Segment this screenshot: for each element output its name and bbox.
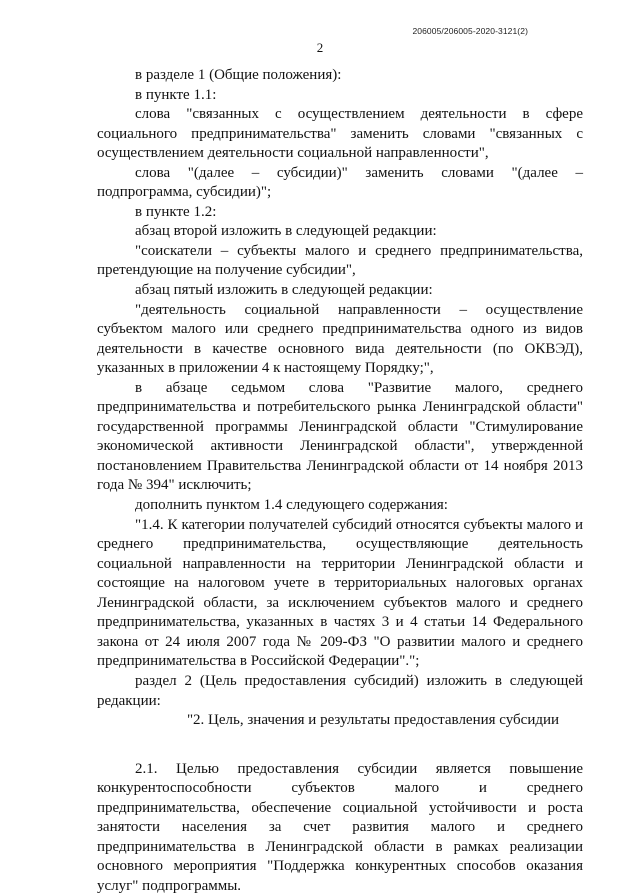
paragraph-applicants-definition: "соискатели – субъекты малого и среднего предпринимательства, претендующие на получение субсидии",	[97, 242, 583, 279]
paragraph-point-1-2: в пункте 1.2:	[135, 203, 217, 220]
spacer	[97, 731, 583, 760]
paragraph-point-1-4-text: "1.4. К категории получателей субсидий относятся субъекты малого и среднего предпринимательства, осуществляющие деятельность социальной направленности на территории Ленинградской области и состоящие на налоговом учете в территориальных налоговых органах Ленинградской области, за исключением субъектов малого и среднего предпринимательства, указанных в частях 3 и 4 статьи 14 Федерального закона от 24 июля 2007 года № 209-ФЗ "О развитии малого и среднего предпринимательства в Российской Федерации".";	[97, 516, 583, 670]
section-2-heading: "2. Цель, значения и результаты предоставления субсидии	[186, 712, 560, 729]
paragraph-2-1-goal: 2.1. Целью предоставления субсидии является повышение конкурентоспособности субъектов малого и среднего предпринимательства, обеспечение социальной устойчивости и роста занятости населения за счет развития малого и среднего предпринимательства в Ленинградской области в рамках реализации основного мероприятия "Поддержка конкурентных способов оказания услуг" подпрограммы.	[97, 760, 583, 894]
page-number: 2	[316, 40, 324, 55]
paragraph-replace-words-2: слова "(далее – субсидии)" заменить словами "(далее – подпрограмма, субсидии)";	[97, 164, 583, 201]
paragraph-activity-definition: "деятельность социальной направленности – осуществление субъектом малого или среднего предпринимательства одного из видов деятельности в качестве основного вида деятельности (по ОКВЭД), указанных в приложении 4 к настоящему Порядку;",	[97, 301, 583, 377]
paragraph-section2-intro: раздел 2 (Цель предоставления субсидий) изложить в следующей редакции:	[97, 672, 583, 709]
paragraph-add-point-1-4: дополнить пунктом 1.4 следующего содержания:	[135, 497, 448, 514]
document-body	[97, 66, 583, 896]
paragraph-replace-words-1: слова "связанных с осуществлением деятельности в сфере социального предпринимательства" заменить словами "связанных с осуществлением деятельности социальной направленности",	[97, 106, 583, 162]
paragraph-point-1-1: в пункте 1.1:	[135, 86, 217, 103]
paragraph-seventh-abzac: в абзаце седьмом слова "Развитие малого, среднего предпринимательства и потребительского рынка Ленинградской области" государственной программы Ленинградской области "Стимулирование экономической активности Ленинградской области", утвержденной постановлением Правительства Ленинградской области от 14 ноября 2013 года № 394" исключить;	[97, 379, 583, 494]
paragraph-fifth-abzac: абзац пятый изложить в следующей редакции:	[135, 282, 433, 299]
document-id: 206005/206005-2020-3121(2)	[412, 26, 528, 36]
paragraph-second-abzac: абзац второй изложить в следующей редакции:	[135, 223, 437, 240]
paragraph-section1-intro: в разделе 1 (Общие положения):	[135, 67, 342, 83]
